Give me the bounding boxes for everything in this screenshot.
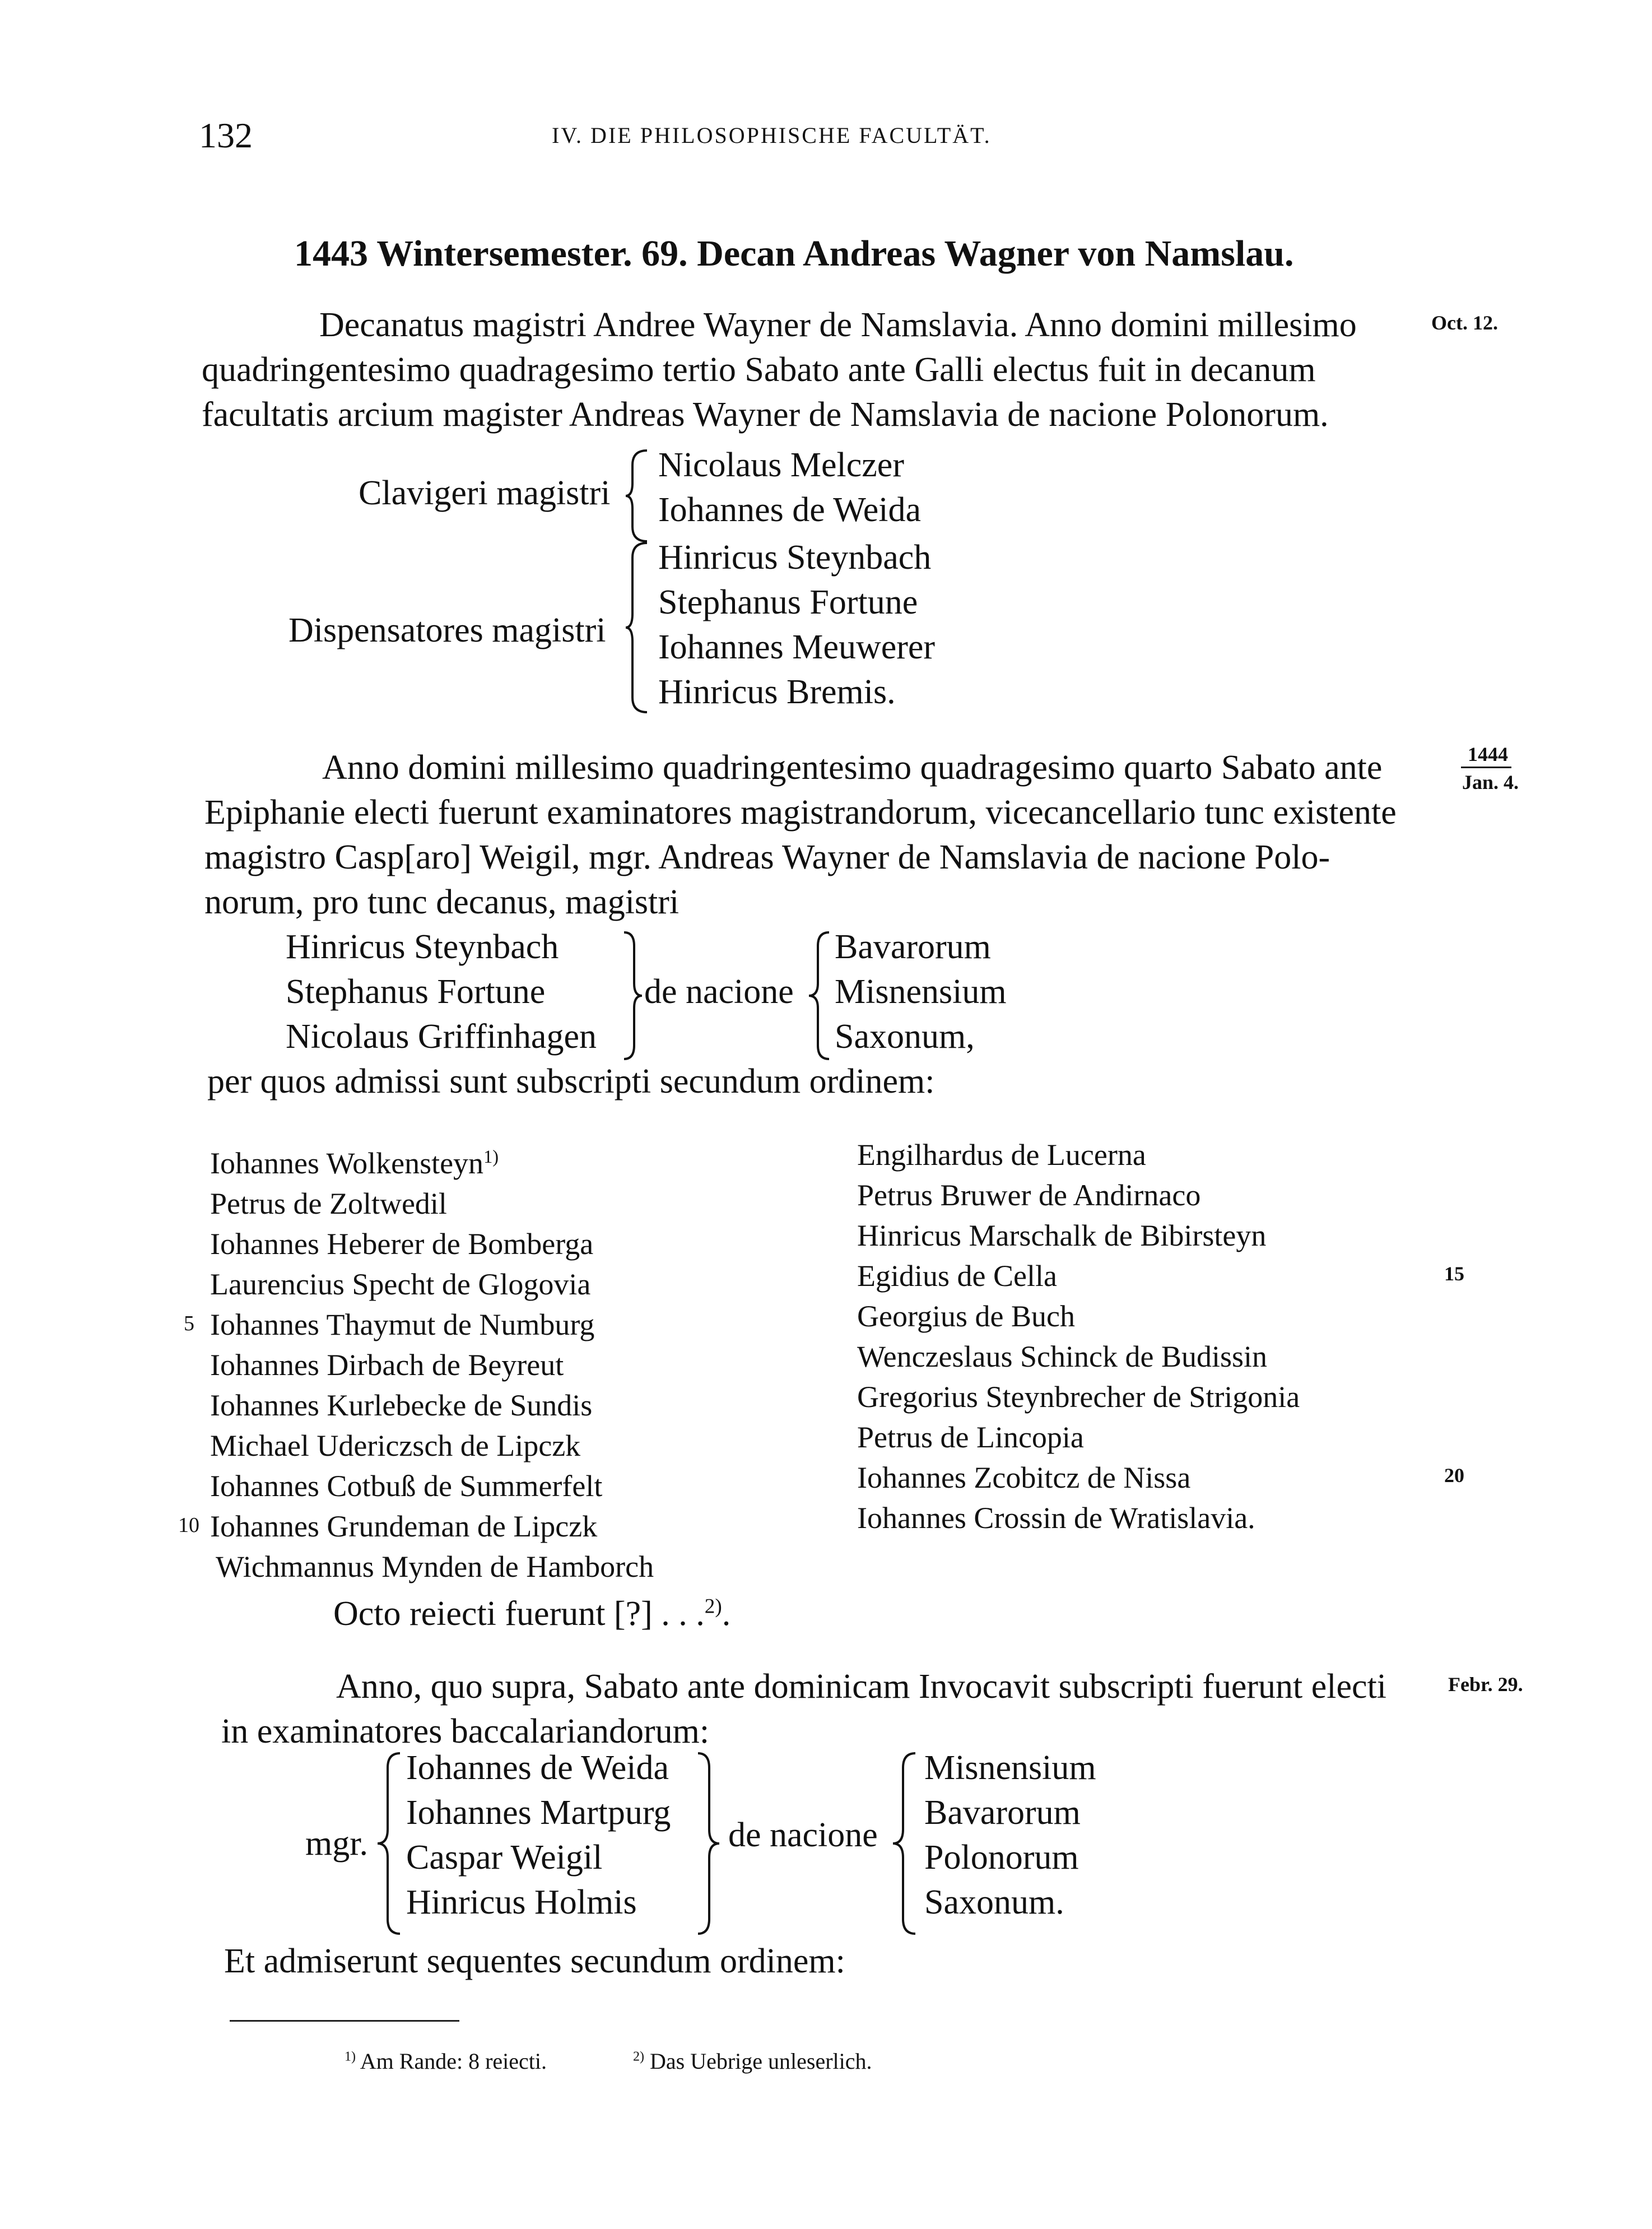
margin-date-oct: Oct. 12. — [1431, 312, 1498, 334]
footnote-1: $^{1)}$ Am Rande: 8 reiecti. — [345, 2049, 547, 2074]
section-title: 1443 Wintersemester. 69. Decan Andreas Wagner von Namslau. — [294, 233, 1294, 274]
para1-line-1: Decanatus magistri Andree Wayner de Namslavia. Anno domini millesimo — [319, 306, 1357, 344]
examiners1-right-brace — [622, 930, 644, 1062]
octo-reiecti-line: Octo reiecti fuerunt [?] . . .$^{2)}$. — [333, 1595, 731, 1633]
examiners2-nation-2: Bavarorum — [924, 1794, 1081, 1832]
examiner1-name-1: Hinricus Steynbach — [286, 928, 559, 966]
examiners1-de-nacione: de nacione — [644, 973, 794, 1011]
list-right-item-6: Wenczeslaus Schinck de Budissin — [857, 1340, 1268, 1373]
examiners2-nation-brace — [891, 1751, 919, 1936]
examiners2-name-2: Iohannes Martpurg — [406, 1794, 671, 1832]
list-right-item-3: Hinricus Marschalk de Bibirsteyn — [857, 1219, 1267, 1252]
examiners1-nation-1: Bavarorum — [835, 928, 991, 966]
list-left-item-3: Iohannes Heberer de Bomberga — [210, 1227, 594, 1261]
para2-line-3: magistro Casp[aro] Weigil, mgr. Andreas Wayner de Namslavia de nacione Polo- — [204, 838, 1330, 876]
list-left-item-10: Iohannes Grundeman de Lipczk — [210, 1510, 598, 1543]
para3-line-2: in examinatores baccalariandorum: — [221, 1712, 710, 1750]
examiners1-left-brace — [807, 930, 832, 1062]
examiner1-name-2: Stephanus Fortune — [286, 973, 546, 1011]
line-number-5: 5 — [184, 1312, 194, 1335]
claviger-label: Clavigeri magistri — [359, 474, 611, 512]
examiner1-name-3: Nicolaus Griffinhagen — [286, 1018, 597, 1056]
examiners2-name-1: Iohannes de Weida — [406, 1749, 669, 1787]
examiners2-nation-1: Misnensium — [924, 1749, 1096, 1787]
margin-year-1444: 1444 — [1468, 743, 1508, 765]
line-number-10: 10 — [178, 1513, 199, 1537]
line-number-20: 20 — [1444, 1464, 1464, 1487]
list-left-item-9: Iohannes Cotbuß de Summerfelt — [210, 1469, 603, 1503]
examiners1-nation-3: Saxonum, — [835, 1018, 975, 1056]
list-left-item-6: Iohannes Dirbach de Beyreut — [210, 1348, 564, 1382]
para1-line-3: facultatis arcium magister Andreas Wayner de Namslavia de nacione Polonorum. — [202, 396, 1329, 434]
para2-line-4: norum, pro tunc decanus, magistri — [204, 883, 680, 921]
per-quos-line: per quos admissi sunt subscripti secundum ordinem: — [207, 1062, 935, 1100]
list-right-item-9: Iohannes Zcobitcz de Nissa — [857, 1461, 1191, 1494]
footnote-2: $^{2)}$ Das Uebrige unleserlich. — [633, 2049, 872, 2074]
margin-year-rule — [1461, 767, 1511, 768]
examiners2-nation-3: Polonorum — [924, 1838, 1079, 1877]
examiners2-de-nacione: de nacione — [728, 1816, 878, 1854]
examiners2-name-3: Caspar Weigil — [406, 1838, 603, 1877]
line-number-15: 15 — [1444, 1262, 1464, 1285]
claviger-name-2: Iohannes de Weida — [658, 491, 922, 529]
footnote-rule — [230, 2020, 459, 2022]
para1-line-2: quadringentesimo quadragesimo tertio Sabato ante Galli electus fuit in decanum — [202, 351, 1316, 389]
margin-date-febr: Febr. 29. — [1448, 1673, 1523, 1696]
dispensator-name-1: Hinricus Steynbach — [658, 538, 932, 577]
claviger-name-1: Nicolaus Melczer — [658, 446, 904, 484]
list-right-item-2: Petrus Bruwer de Andirnaco — [857, 1178, 1201, 1212]
para2-line-1: Anno domini millesimo quadringentesimo quadragesimo quarto Sabato ante — [322, 749, 1383, 787]
dispensator-name-2: Stephanus Fortune — [658, 583, 918, 621]
closing-line: Et admiserunt sequentes secundum ordinem: — [224, 1942, 845, 1980]
dispensatores-brace — [625, 541, 653, 714]
examiners1-nation-2: Misnensium — [835, 973, 1007, 1011]
claviger-brace — [625, 448, 653, 544]
list-left-item-11: Wichmannus Mynden de Hamborch — [216, 1550, 654, 1583]
examiners2-left-brace — [375, 1751, 403, 1936]
para3-line-1: Anno, quo supra, Sabato ante dominicam Invocavit subscripti fuerunt electi — [336, 1668, 1387, 1706]
list-right-item-10: Iohannes Crossin de Wratislavia. — [857, 1501, 1255, 1535]
dispensator-name-3: Iohannes Meuwerer — [658, 628, 936, 666]
list-left-item-1: Iohannes Wolkensteyn$^{1)}$ — [210, 1146, 499, 1180]
list-right-item-8: Petrus de Lincopia — [857, 1420, 1084, 1454]
para2-line-2: Epiphanie electi fuerunt examinatores magistrandorum, vicecancellario tunc existente — [204, 793, 1397, 832]
examiners2-right-brace — [695, 1751, 723, 1936]
list-left-item-8: Michael Udericzsch de Lipczk — [210, 1429, 581, 1462]
list-right-item-7: Gregorius Steynbrecher de Strigonia — [857, 1380, 1300, 1414]
dispensatores-label: Dispensatores magistri — [288, 611, 606, 649]
list-left-item-7: Iohannes Kurlebecke de Sundis — [210, 1389, 593, 1422]
margin-date-jan: Jan. 4. — [1462, 771, 1519, 793]
examiners2-prefix: mgr. — [305, 1824, 368, 1863]
dispensator-name-4: Hinricus Bremis. — [658, 673, 896, 711]
list-right-item-4: Egidius de Cella — [857, 1259, 1057, 1293]
list-left-item-5: Iohannes Thaymut de Numburg — [210, 1308, 595, 1341]
examiners2-nation-4: Saxonum. — [924, 1883, 1064, 1921]
examiners2-name-4: Hinricus Holmis — [406, 1883, 637, 1921]
list-left-item-2: Petrus de Zoltwedil — [210, 1187, 447, 1220]
list-right-item-1: Engilhardus de Lucerna — [857, 1138, 1146, 1172]
running-title: IV. DIE PHILOSOPHISCHE FACULTÄT. — [552, 123, 992, 148]
page-number: 132 — [199, 115, 253, 155]
list-right-item-5: Georgius de Buch — [857, 1299, 1075, 1333]
list-left-item-4: Laurencius Specht de Glogovia — [210, 1267, 591, 1301]
